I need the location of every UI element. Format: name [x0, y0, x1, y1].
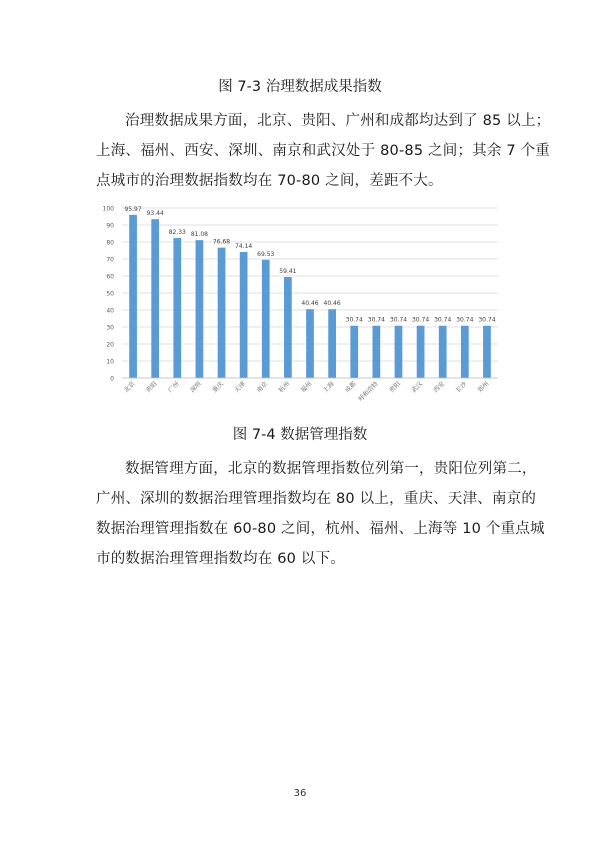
- y-tick-label: 0: [110, 375, 114, 383]
- y-tick-label: 40: [106, 307, 114, 315]
- y-tick-label: 90: [106, 222, 114, 230]
- x-tick-label: 贵阳: [388, 380, 402, 395]
- y-tick-label: 70: [106, 256, 114, 264]
- bar: [417, 326, 425, 378]
- bar: [306, 309, 314, 378]
- x-tick-label: 武汉: [410, 380, 425, 395]
- paragraph-line: 数据治理管理指数在 60-80 之间，杭州、福州、上海等 10 个重点城: [96, 521, 545, 537]
- bar: [151, 219, 159, 378]
- y-tick-label: 60: [106, 273, 114, 281]
- x-tick-label: 长沙: [454, 380, 469, 395]
- bar: [350, 326, 358, 378]
- bar: [284, 277, 292, 378]
- data-label: 40.46: [323, 300, 341, 308]
- bar: [129, 215, 137, 378]
- data-label: 81.08: [190, 231, 209, 239]
- x-tick-label: 上海: [321, 380, 336, 395]
- bar: [240, 252, 248, 378]
- y-tick-label: 10: [106, 358, 114, 366]
- data-label: 82.33: [168, 229, 186, 237]
- x-tick-label: 南京: [255, 380, 270, 395]
- y-tick-label: 30: [106, 324, 114, 332]
- bar: [262, 260, 270, 378]
- data-label: 93.44: [146, 210, 164, 218]
- figure-caption-7-3: 图 7-3 治理数据成果指数: [218, 79, 382, 95]
- paragraph-line: 点城市的治理数据指数均在 70-80 之间，差距不大。: [96, 173, 443, 189]
- figure-caption-7-4: 图 7-4 数据管理指数: [232, 427, 368, 443]
- x-tick-label: 广州: [167, 380, 181, 395]
- data-label: 59.41: [279, 268, 297, 276]
- data-label: 30.74: [434, 316, 452, 324]
- x-tick-label: 天津: [233, 380, 248, 395]
- data-label: 95.97: [124, 205, 142, 213]
- data-label: 74.14: [235, 242, 253, 250]
- x-tick-label: 西安: [432, 380, 447, 395]
- x-tick-label: 郑州: [476, 380, 491, 395]
- paragraph-governance-results: [96, 106, 551, 196]
- x-tick-label: 重庆: [211, 380, 225, 395]
- x-tick-label: 福州: [299, 380, 314, 395]
- bar: [173, 238, 181, 378]
- data-label: 76.68: [212, 238, 231, 246]
- page-number: 36: [293, 788, 307, 799]
- bar: [218, 248, 226, 378]
- x-tick-label: 成都: [343, 380, 358, 395]
- y-tick-label: 20: [106, 341, 114, 349]
- data-label: 30.74: [389, 316, 408, 324]
- data-label: 40.46: [301, 300, 319, 308]
- paragraph-data-management: [96, 454, 545, 574]
- x-tick-label: 深圳: [189, 380, 203, 395]
- x-tick-label: 贵阳: [144, 380, 159, 395]
- bar: [395, 326, 403, 378]
- paragraph-line: 数据管理方面，北京的数据管理指数位列第一，贵阳位列第二，: [125, 461, 537, 477]
- data-management-index-chart: [90, 196, 510, 411]
- paragraph-line: 治理数据成果方面，北京、贵阳、广州和成都均达到了 85 以上；: [125, 113, 551, 129]
- paragraph-line: 广州、深圳的数据治理管理指数均在 80 以上，重庆、天津、南京的: [96, 491, 537, 507]
- y-tick-label: 50: [106, 290, 114, 298]
- data-label: 30.74: [367, 316, 385, 324]
- data-label: 30.74: [456, 316, 474, 324]
- data-label: 69.53: [257, 250, 275, 258]
- bar: [483, 326, 491, 378]
- data-label: 30.74: [345, 316, 363, 324]
- bar: [461, 326, 469, 378]
- x-tick-label: 北京: [122, 380, 137, 395]
- bar: [196, 240, 204, 378]
- bar: [372, 326, 380, 378]
- y-tick-label: 80: [106, 239, 114, 247]
- paragraph-line: 市的数据治理管理指数均在 60 以下。: [96, 551, 345, 567]
- paragraph-line: 上海、福州、西安、深圳、南京和武汉处于 80-85 之间；其余 7 个重: [96, 143, 550, 159]
- bar: [439, 326, 447, 378]
- bar: [328, 309, 336, 378]
- x-tick-label: 杭州: [277, 380, 292, 395]
- x-tick-label: 呼和浩特: [357, 380, 380, 403]
- data-label: 30.74: [478, 316, 496, 324]
- data-label: 30.74: [411, 316, 430, 324]
- y-tick-label: 100: [102, 205, 114, 213]
